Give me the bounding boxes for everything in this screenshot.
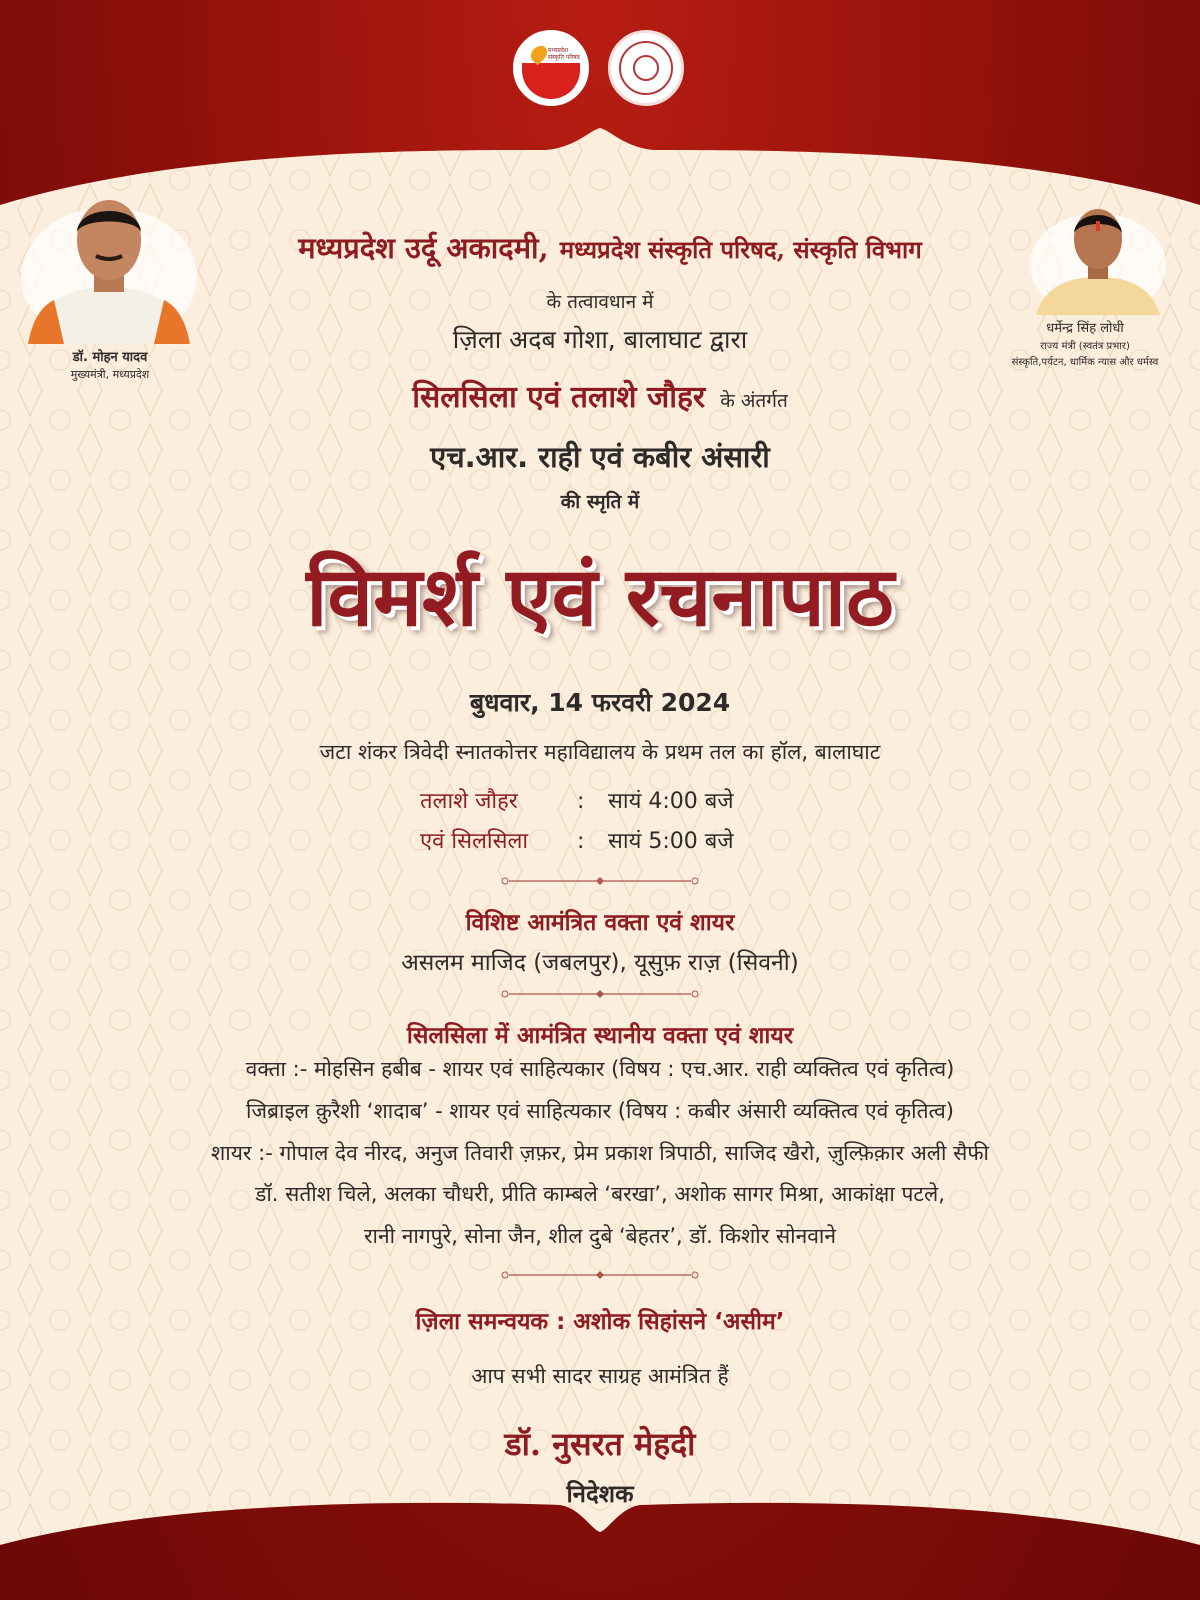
culture-council-name: मध्यप्रदेश संस्कृति परिषद, संस्कृति विभाग <box>559 235 922 264</box>
series-line <box>0 375 1200 416</box>
event-date: बुधवार, 14 फरवरी 2024 <box>469 688 731 717</box>
logo-left-text: मध्यप्रदेश संस्कृति परिषद <box>548 47 580 61</box>
organizers-line <box>10 228 1200 268</box>
schedule-sep-2: : <box>577 829 585 854</box>
right-person-title-1: राज्य मंत्री (स्वतंत्र प्रभार) <box>1040 341 1130 352</box>
left-person-name: डॉ. मोहन यादव <box>72 350 148 365</box>
district-coordinator: ज़िला समन्वयक : अशोक सिहांसने ‘असीम’ <box>415 1309 785 1335</box>
memorial-names: एच.आर. राही एवं कबीर अंसारी <box>430 440 770 474</box>
local-line-4: डॉ. सतीश चिले, अलका चौधरी, प्रीति काम्बले ‘बरखा’, अशोक सागर मिश्रा, आकांक्षा पटले, <box>255 1182 945 1206</box>
local-line-1: वक्ता :- मोहसिन हबीब - शायर एवं साहित्यकार (विषय : एच.आर. राही व्यक्तित्व एवं कृतित्व) <box>245 1057 955 1081</box>
guests-heading: विशिष्ट आमंत्रित वक्ता एवं शायर <box>465 910 735 936</box>
local-heading: सिलसिला में आमंत्रित स्थानीय वक्ता एवं शायर <box>406 1023 794 1049</box>
ornament-divider-icon <box>497 989 703 999</box>
event-title: विमर्श एवं रचनापाठ <box>306 549 894 645</box>
local-line-2: जिब्राइल क़ुरैशी ‘शादाब’ - शायर एवं साहित्यकार (विषय : कबीर अंसारी व्यक्तित्व एवं कृतित्व) <box>246 1099 954 1123</box>
schedule-sep-1: : <box>577 789 585 814</box>
memorial-suffix: की स्मृति में <box>560 491 640 513</box>
series-suffix: के अंतर्गत <box>720 390 788 412</box>
urdu-academy-seal <box>608 30 684 106</box>
schedule-time-2: सायं 5:00 बजे <box>608 829 734 854</box>
schedule-label-2: एवं सिलसिला <box>420 829 529 854</box>
logo-bowl-shape <box>522 63 580 99</box>
district-organizer: ज़िला अदब गोशा, बालाघाट द्वारा <box>452 325 748 354</box>
right-person-title-2: संस्कृति,पर्यटन, धार्मिक न्यास और धर्मस्व <box>1011 357 1159 368</box>
signatory-name: डॉ. नुसरत मेहदी <box>504 1425 696 1463</box>
event-venue: जटा शंकर त्रिवेदी स्नातकोत्तर महाविद्यालय के प्रथम तल का हॉल, बालाघाट <box>319 740 881 764</box>
schedule-label-1: तलाशे जौहर <box>420 789 518 814</box>
culture-council-logo <box>513 30 589 106</box>
invitation-text: आप सभी सादर साग्रह आमंत्रित हैं <box>471 1364 729 1388</box>
local-line-5: रानी नागपुरे, सोना जैन, शील दुबे ‘बेहतर’, डॉ. किशोर सोनवाने <box>363 1224 837 1248</box>
series-names: सिलसिला एवं तलाशे जौहर <box>412 380 706 415</box>
schedule-row-1 <box>420 785 734 815</box>
schedule-row-2 <box>420 825 734 855</box>
signatory-role: निदेशक <box>566 1480 634 1508</box>
logo-flame-icon <box>528 43 551 66</box>
seal-inner-emblem-icon <box>633 55 659 81</box>
left-person-title: मुख्यमंत्री, मध्यप्रदेश <box>70 368 150 381</box>
schedule-time-1: सायं 4:00 बजे <box>608 789 734 814</box>
urdu-academy-name: मध्यप्रदेश उर्दू अकादमी, <box>298 231 549 265</box>
ornament-divider-icon <box>497 876 703 886</box>
ornament-divider-icon <box>497 1270 703 1280</box>
aegis-text: के तत्वावधान में <box>546 291 654 313</box>
right-person-name: धर्मेन्द्र सिंह लोधी <box>1046 321 1124 336</box>
guests-names: असलम माजिद (जबलपुर), यूसुफ़ राज़ (सिवनी) <box>401 950 799 976</box>
local-line-3: शायर :- गोपाल देव नीरद, अनुज तिवारी ज़फ़र, प्रेम प्रकाश त्रिपाठी, साजिद खैरो, ज़ुल्फ़िक़ार अली सैफी <box>211 1141 989 1165</box>
